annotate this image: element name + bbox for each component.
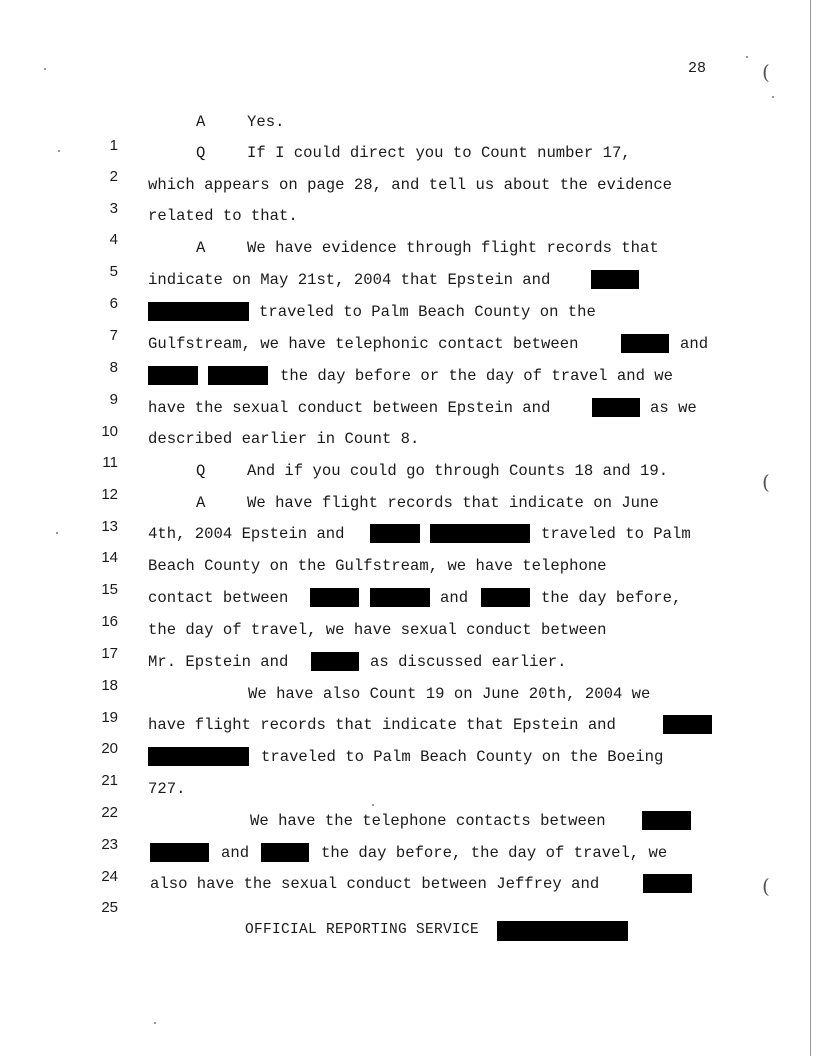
- redaction-box: [148, 366, 198, 385]
- line-number: 6: [109, 295, 118, 312]
- speaker-marker: Q: [196, 462, 206, 480]
- redaction-box: [642, 811, 691, 830]
- speaker-marker: A: [196, 239, 206, 257]
- line-number: 16: [101, 613, 118, 630]
- line-text: the day before, the day of travel, we: [321, 844, 668, 862]
- line-number: 5: [109, 263, 118, 280]
- line-text: traveled to Palm: [541, 525, 691, 543]
- line-number: 19: [101, 709, 118, 726]
- line-number: 21: [101, 772, 118, 789]
- line-number: 2: [109, 168, 118, 185]
- scan-speck: [154, 1022, 156, 1024]
- redaction-box: [208, 366, 268, 385]
- line-number: 10: [101, 423, 118, 440]
- transcript-line: [0, 872, 816, 916]
- line-text: Yes.: [247, 113, 285, 131]
- line-number: 17: [101, 645, 118, 662]
- line-text: and: [221, 844, 250, 862]
- scan-speck: [44, 68, 46, 70]
- line-text: We have flight records that indicate on June: [247, 494, 659, 512]
- line-text: traveled to Palm Beach County on the: [259, 303, 596, 321]
- redaction-box: [310, 588, 359, 607]
- line-text: the day of travel, we have sexual conduct between: [148, 621, 607, 639]
- redaction-box: [663, 715, 712, 734]
- line-text: as discussed earlier.: [370, 653, 567, 671]
- line-text: Beach County on the Gulfstream, we have telephone: [148, 557, 607, 575]
- line-text: the day before or the day of travel and we: [280, 367, 674, 385]
- line-text: indicate on May 21st, 2004 that Epstein and: [148, 271, 551, 289]
- line-text: as we: [650, 399, 697, 417]
- line-text: have flight records that indicate that Epstein and: [148, 716, 616, 734]
- margin-pencil-mark: (: [762, 470, 770, 494]
- line-text: 727.: [148, 780, 186, 798]
- redaction-box: [643, 874, 692, 893]
- line-number: 23: [101, 836, 118, 853]
- redaction-box: [591, 270, 639, 289]
- line-text: also have the sexual conduct between Jeffrey and: [150, 875, 600, 893]
- scan-speck: [746, 56, 748, 58]
- speaker-marker: A: [196, 494, 206, 512]
- line-text: and: [680, 335, 709, 353]
- redaction-box: [311, 652, 359, 671]
- line-number: 13: [101, 518, 118, 535]
- redaction-box: [150, 843, 209, 862]
- line-number: 18: [101, 677, 118, 694]
- line-text: the day before,: [541, 589, 682, 607]
- line-number: 7: [109, 327, 118, 344]
- line-number: 24: [101, 868, 118, 885]
- line-number: 4: [109, 231, 118, 248]
- redaction-box: [621, 334, 669, 353]
- footer-label: OFFICIAL REPORTING SERVICE: [245, 922, 480, 938]
- redaction-box: [592, 398, 640, 417]
- speaker-marker: Q: [196, 144, 206, 162]
- redaction-box: [148, 747, 249, 766]
- line-text: and: [440, 589, 469, 607]
- line-number: 9: [109, 391, 118, 408]
- line-text: Gulfstream, we have telephonic contact between: [148, 335, 579, 353]
- line-number: 14: [101, 549, 118, 566]
- line-number: 20: [101, 740, 118, 757]
- line-text: 4th, 2004 Epstein and: [148, 525, 345, 543]
- scan-speck: [372, 804, 374, 806]
- line-number: 3: [109, 200, 118, 217]
- line-text: We have also Count 19 on June 20th, 2004 we: [248, 685, 651, 703]
- line-text: which appears on page 28, and tell us about the evidence: [148, 176, 673, 194]
- redaction-box: [148, 302, 249, 321]
- line-text: We have the telephone contacts between: [250, 812, 606, 830]
- line-number: 12: [101, 486, 118, 503]
- line-number: 11: [102, 454, 118, 471]
- page-number: 28: [688, 60, 707, 77]
- redaction-box: [497, 921, 628, 941]
- line-text: described earlier in Count 8.: [148, 430, 420, 448]
- speaker-marker: A: [196, 113, 206, 131]
- line-number: 15: [101, 581, 118, 598]
- line-text: related to that.: [148, 207, 298, 225]
- redaction-box: [481, 588, 530, 607]
- line-number: 22: [101, 804, 118, 821]
- line-number: 1: [109, 137, 118, 154]
- margin-pencil-mark: (: [762, 874, 770, 898]
- line-text: We have evidence through flight records that: [247, 239, 659, 257]
- line-text: Mr. Epstein and: [148, 653, 289, 671]
- line-text: And if you could go through Counts 18 and 19.: [247, 462, 669, 480]
- line-text: have the sexual conduct between Epstein and: [148, 399, 551, 417]
- redaction-box: [370, 588, 430, 607]
- scan-speck: [772, 96, 774, 98]
- margin-pencil-mark: (: [762, 60, 770, 84]
- line-number: 8: [109, 359, 118, 376]
- redaction-box: [261, 843, 309, 862]
- redaction-box: [430, 524, 530, 543]
- line-text: contact between: [148, 589, 289, 607]
- line-text: traveled to Palm Beach County on the Boeing: [261, 748, 664, 766]
- redaction-box: [370, 524, 420, 543]
- line-number: 25: [101, 899, 118, 916]
- line-text: If I could direct you to Count number 17,: [247, 144, 631, 162]
